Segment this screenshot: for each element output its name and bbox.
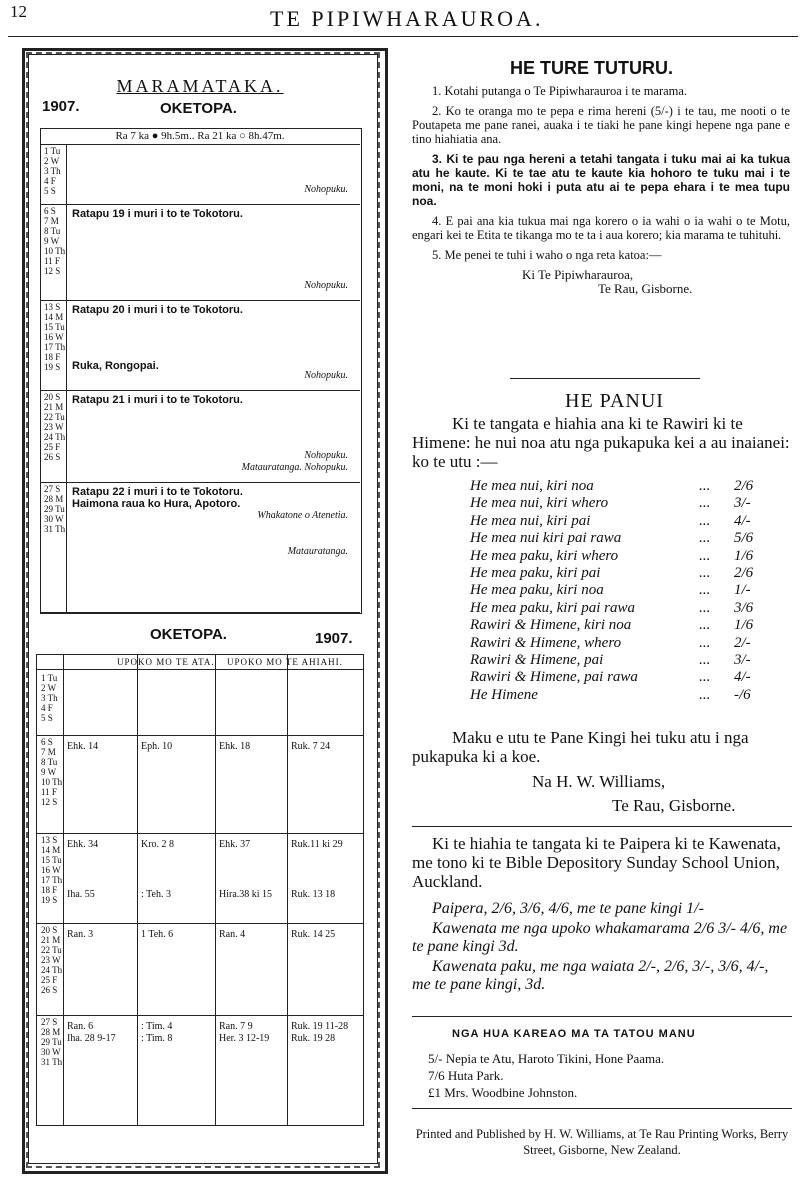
day-label: 14 M — [41, 845, 61, 855]
book-price: 5/6 — [734, 530, 754, 547]
col-divider — [137, 655, 138, 1125]
calendar-month: OKETOPA. — [160, 100, 237, 117]
leader-dots: ... — [698, 530, 710, 547]
rule-3: 3. Ki te pau nga hereni a tetahi tangata i tuku mai ai ka tukua atu he kaute. Ki te tae atu te kaute kia hohoro te tuku mai i te moni, na te moni hoki i puta atu ai te pepa ehara i te mea tupu noa. — [412, 152, 790, 208]
book-name: Rawiri & Himene, pai — [470, 652, 604, 669]
day-label: 12 S — [41, 797, 58, 807]
book-price: 2/- — [734, 634, 751, 651]
leader-dots: ... — [698, 686, 710, 703]
day-label: 3 Th — [44, 166, 61, 176]
leader-dots: ... — [698, 495, 710, 512]
almanac-weeks — [40, 144, 360, 612]
book-name: Rawiri & Himene, pai rawa — [470, 669, 638, 686]
day-label: 2 W — [41, 683, 57, 693]
address-line-1: Ki Te Pipiwharauroa, — [522, 267, 634, 282]
day-label: 18 F — [44, 352, 61, 362]
day-label: 24 Th — [44, 432, 66, 442]
week-rule — [37, 735, 363, 736]
day-label: 19 S — [41, 895, 58, 905]
calendar-title: MARAMATAKA. — [116, 76, 284, 96]
book-name: He mea nui, kiri noa — [470, 478, 594, 494]
book-price: 1/6 — [734, 547, 754, 564]
day-label: 5 S — [41, 713, 53, 723]
day-column — [41, 925, 63, 995]
donation-line: £1 Mrs. Woodbine Johnston. — [428, 1085, 578, 1100]
lesson-cell: Ruk. 19 11-28 — [291, 1021, 349, 1032]
book-name: He mea nui, kiri pai — [470, 512, 591, 529]
book-price: 3/- — [734, 652, 751, 669]
book-price: 1/- — [734, 582, 751, 599]
lesson-cell: Ehk. 34 — [67, 839, 99, 850]
header-rule — [37, 669, 363, 670]
day-label: 29 Tu — [44, 504, 65, 514]
leader-dots: ... — [698, 582, 710, 599]
day-label: 1 Tu — [44, 146, 61, 156]
day-column — [41, 737, 63, 807]
almanac-week — [40, 204, 360, 301]
section-rule — [412, 826, 792, 827]
section-rule — [412, 1108, 792, 1109]
day-label: 19 S — [44, 362, 61, 372]
leader-dots: ... — [698, 478, 710, 494]
address-line-2: Te Rau, Gisborne. — [598, 281, 693, 296]
day-label: 15 Tu — [44, 322, 65, 332]
lesson-cell: Kro. 2 8 — [141, 839, 175, 850]
book-name: He mea paku, kiri pai rawa — [470, 599, 635, 616]
bible-price-item: Kawenata paku, me nga waiata 2/-, 2/6, 3/-, 3/6, 4/-, me te pane kingi, 3d. — [412, 958, 769, 993]
lessons-month: OKETOPA. — [150, 626, 227, 643]
almanac-note: Nohopuku. — [304, 280, 348, 291]
column-divider — [66, 144, 67, 204]
day-label: 25 F — [41, 975, 58, 985]
column-divider — [66, 482, 67, 612]
book-price: 4/- — [734, 669, 751, 686]
book-name: Rawiri & Himene, kiri noa — [470, 617, 632, 634]
leader-dots: ... — [698, 617, 710, 634]
day-label: 5 S — [44, 186, 56, 196]
day-label: 30 W — [41, 1047, 61, 1057]
leader-dots: ... — [698, 669, 710, 686]
day-column — [41, 835, 63, 905]
lesson-cell: : Teh. 3 — [141, 889, 171, 900]
book-row — [470, 652, 770, 669]
morning-header: UPOKO MO TE ATA. — [117, 657, 215, 667]
day-label: 26 S — [41, 985, 58, 995]
donation-line: 7/6 Huta Park. — [428, 1068, 504, 1083]
day-label: 13 S — [44, 302, 61, 312]
almanac-note: Matauratanga. Nohopuku. — [241, 462, 348, 473]
week-rule — [37, 923, 363, 924]
column-divider — [66, 204, 67, 300]
day-label: 8 Tu — [41, 757, 58, 767]
running-title: TE PIPIWHARAUROA. — [270, 6, 544, 31]
day-label: 24 Th — [41, 965, 63, 975]
week-rule — [37, 833, 363, 834]
almanac-event: Ratapu 22 i muri i to te Tokotoru. — [72, 486, 243, 498]
day-label: 10 Th — [44, 246, 66, 256]
leader-dots: ... — [698, 634, 710, 651]
lesson-cell: Ruk. 7 24 — [291, 741, 331, 752]
book-row — [470, 478, 770, 495]
almanac-note: Nohopuku. — [304, 450, 348, 461]
day-label: 28 M — [41, 1027, 61, 1037]
book-price: 3/6 — [734, 599, 754, 616]
day-label: 26 S — [44, 452, 61, 462]
evening-header: UPOKO MO TE AHIAHI. — [227, 657, 343, 667]
lesson-cell: Ruk. 14 25 — [291, 929, 336, 940]
lesson-cell: Ehk. 18 — [219, 741, 251, 752]
day-label: 3 Th — [41, 693, 58, 703]
leader-dots: ... — [698, 512, 710, 529]
col-divider — [215, 655, 216, 1125]
calendar-year: 1907. — [42, 98, 80, 115]
book-price: 2/6 — [734, 565, 754, 582]
bible-notice: Ki te hiahia te tangata ki te Paipera ki te Kawenata, me tono ki te Bible Depository Sunday School Union, Auckland. — [412, 834, 781, 891]
day-label: 11 F — [41, 787, 57, 797]
leader-dots: ... — [698, 652, 710, 669]
day-label: 9 W — [41, 767, 57, 777]
leader-dots: ... — [698, 599, 710, 616]
almanac-event: Ruka, Rongopai. — [72, 360, 159, 372]
rules-title: HE TURE TUTURU. — [510, 58, 673, 78]
day-label: 1 Tu — [41, 673, 58, 683]
almanac-week — [40, 300, 360, 391]
book-price: 2/6 — [734, 478, 754, 494]
book-row — [470, 582, 770, 599]
day-label: 12 S — [44, 266, 61, 276]
day-label: 16 W — [41, 865, 61, 875]
almanac-event: Ratapu 19 i muri i to te Tokotoru. — [72, 208, 243, 220]
day-label: 4 F — [44, 176, 56, 186]
day-label: 23 W — [44, 422, 64, 432]
day-label: 27 S — [41, 1017, 58, 1027]
day-label: 17 Th — [44, 342, 66, 352]
day-label: 28 M — [44, 494, 64, 504]
lesson-cell: Ruk. 19 28 — [291, 1033, 336, 1044]
day-label: 7 M — [41, 747, 56, 757]
day-label: 15 Tu — [41, 855, 62, 865]
book-row — [470, 530, 770, 547]
almanac-event: Ratapu 20 i muri i to te Tokotoru. — [72, 304, 243, 316]
section-rule — [412, 1016, 792, 1017]
lesson-cell: Eph. 10 — [141, 741, 173, 752]
day-label: 4 F — [41, 703, 53, 713]
col-divider — [63, 655, 64, 1125]
book-name: He mea paku, kiri pai — [470, 565, 601, 582]
book-price: -/6 — [734, 686, 751, 703]
day-column — [41, 673, 63, 723]
lesson-cell: Hira.38 ki 15 — [219, 889, 273, 900]
rule-4: 4. E pai ana kia tukua mai nga korero o ia wahi o ia wahi o te Motu, engari kei te Etita te tikanga mo te ta i aua korero; kia marama te tuhituhi. — [412, 214, 790, 242]
almanac-event: Haimona raua ko Hura, Apotoro. — [72, 498, 241, 510]
rule-5: 5. Me penei te tuhi i waho o nga reta katoa:— — [432, 248, 662, 262]
leader-dots: ... — [698, 547, 710, 564]
book-name: He mea nui, kiri whero — [470, 495, 609, 512]
day-label: 6 S — [44, 206, 56, 216]
day-label: 21 M — [44, 402, 64, 412]
day-label: 29 Tu — [41, 1037, 62, 1047]
panui-title: HE PANUI — [565, 390, 664, 412]
day-label: 20 S — [41, 925, 58, 935]
rule-1: 1. Kotahi putanga o Te Pipiwharauroa i te marama. — [432, 84, 688, 98]
book-row — [470, 617, 770, 634]
lesson-cell: Her. 3 12-19 — [219, 1033, 270, 1044]
almanac-note: Whakatone o Atenetia. — [257, 510, 348, 521]
section-rule — [510, 378, 700, 379]
day-label: 23 W — [41, 955, 61, 965]
day-label: 31 Th — [41, 1057, 63, 1067]
day-label: 21 M — [41, 935, 61, 945]
lessons-year: 1907. — [315, 630, 353, 647]
lesson-cell: Ehk. 37 — [219, 839, 251, 850]
lesson-cell: Iha. 55 — [67, 889, 95, 900]
book-row — [470, 669, 770, 686]
lesson-cell: Ruk. 13 18 — [291, 889, 336, 900]
almanac-note: Nohopuku. — [304, 184, 348, 195]
column-divider — [66, 300, 67, 390]
lesson-cell: Ehk. 14 — [67, 741, 99, 752]
book-row — [470, 565, 770, 582]
day-label: 17 Th — [41, 875, 63, 885]
lesson-cell: Iha. 28 9-17 — [67, 1033, 116, 1044]
almanac-note: Matauratanga. — [287, 546, 348, 557]
bible-prices — [412, 900, 790, 996]
lesson-cell: Ruk.11 ki 29 — [291, 839, 343, 850]
day-label: 22 Tu — [41, 945, 62, 955]
day-label: 9 W — [44, 236, 60, 246]
lesson-cell: : Tim. 8 — [141, 1033, 173, 1044]
day-label: 13 S — [41, 835, 58, 845]
bible-price-item: Kawenata me nga upoko whakamarama 2/6 3/- 4/6, me te pane kingi 3d. — [412, 920, 788, 955]
lesson-cell: Ran. 6 — [67, 1021, 94, 1032]
book-row — [470, 513, 770, 530]
book-price: 1/6 — [734, 617, 754, 634]
lesson-cell: Ran. 7 9 — [219, 1021, 253, 1032]
day-label: 2 W — [44, 156, 60, 166]
almanac-week — [40, 390, 360, 483]
postage-note: Maku e utu te Pane Kingi hei tuku atu i nga pukapuka ki a koe. — [412, 728, 749, 766]
book-name: Rawiri & Himene, whero — [470, 634, 622, 651]
day-label: 8 Tu — [44, 226, 61, 236]
lesson-cell: Ran. 3 — [67, 929, 94, 940]
day-label: 6 S — [41, 737, 53, 747]
signature-place: Te Rau, Gisborne. — [612, 796, 736, 815]
rule-2: 2. Ko te oranga mo te pepa e rima hereni (5/-) i te tau, me nooti o te Poutapeta me pane ranei, auaka i te tiaki he pane kingi hepene nga pane e tino hiahiatia ana. — [412, 104, 790, 146]
panui-intro: Ki te tangata e hiahia ana ki te Rawiri ki te Himene: he nui noa atu nga pukapuka kei a au inaianei: ko te utu :— — [412, 414, 790, 471]
day-label: 7 M — [44, 216, 59, 226]
almanac-week — [40, 482, 360, 613]
almanac-week — [40, 144, 360, 205]
book-row — [470, 600, 770, 617]
donations-list — [428, 1050, 664, 1101]
day-label: 31 Th — [44, 524, 66, 534]
book-name: He mea paku, kiri noa — [470, 582, 604, 599]
day-label: 22 Tu — [44, 412, 65, 422]
imprint: Printed and Published by H. W. Williams, at Te Rau Printing Works, Berry Street, Gisborne, New Zealand. — [415, 1127, 789, 1157]
donations-title: NGA HUA KAREAO MA TA TATOU MANU — [452, 1028, 696, 1040]
book-price-list — [470, 478, 770, 704]
col-divider — [287, 655, 288, 1125]
page-number: 12 — [10, 2, 27, 21]
book-name: He mea nui kiri pai rawa — [470, 530, 622, 547]
donation-line: 5/- Nepia te Atu, Haroto Tikini, Hone Paama. — [428, 1051, 665, 1066]
almanac-event: Ratapu 21 i muri i to te Tokotoru. — [72, 394, 243, 406]
bible-price-item: Paipera, 2/6, 3/6, 4/6, me te pane kingi 1/- — [432, 900, 704, 917]
book-price: 3/- — [734, 495, 751, 512]
moon-phase-row: Ra 7 ka ● 9h.5m.. Ra 21 ka ○ 8h.47m. — [40, 128, 360, 145]
book-row — [470, 635, 770, 652]
rules-body — [412, 84, 790, 296]
lesson-cell: Ran. 4 — [219, 929, 246, 940]
day-label: 18 F — [41, 885, 58, 895]
book-price: 4/- — [734, 512, 751, 529]
book-name: He Himene — [470, 686, 538, 703]
week-rule — [37, 1015, 363, 1016]
header-rule — [8, 36, 798, 37]
day-label: 20 S — [44, 392, 61, 402]
lesson-cell: : Tim. 4 — [141, 1021, 173, 1032]
day-label: 16 W — [44, 332, 64, 342]
book-row — [470, 548, 770, 565]
day-label: 14 M — [44, 312, 64, 322]
almanac-note: Nohopuku. — [304, 370, 348, 381]
book-row — [470, 495, 770, 512]
day-label: 10 Th — [41, 777, 63, 787]
lessons-table — [36, 654, 364, 1126]
lesson-cell: 1 Teh. 6 — [141, 929, 174, 940]
signature: Na H. W. Williams, — [532, 772, 666, 791]
day-column — [41, 1017, 63, 1067]
day-label: 27 S — [44, 484, 61, 494]
day-label: 11 F — [44, 256, 60, 266]
day-label: 30 W — [44, 514, 64, 524]
column-divider — [66, 390, 67, 482]
leader-dots: ... — [698, 565, 710, 582]
day-label: 25 F — [44, 442, 61, 452]
book-row — [470, 687, 770, 704]
book-name: He mea paku, kiri whero — [470, 547, 619, 564]
